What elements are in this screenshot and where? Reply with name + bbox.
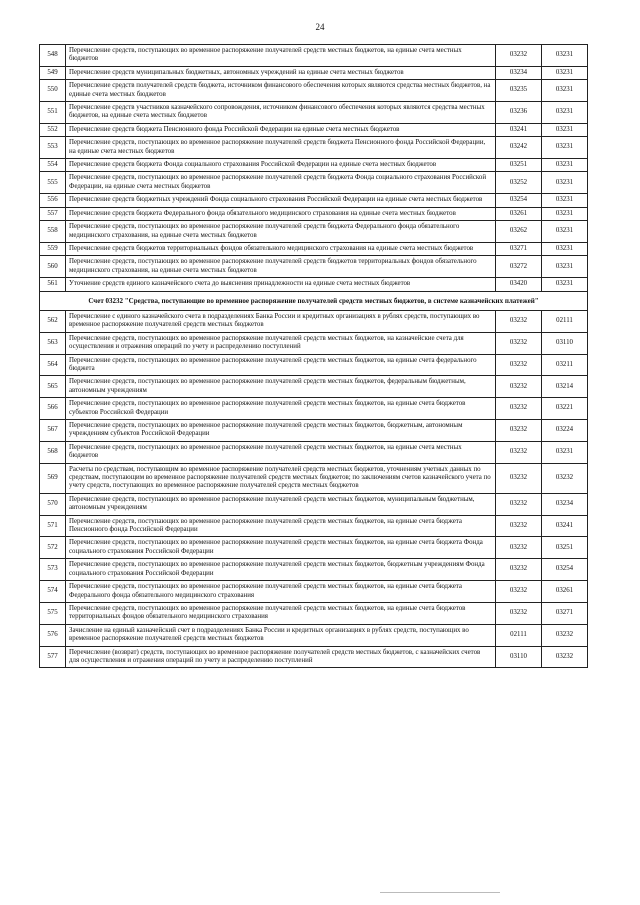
row-number: 566: [40, 398, 66, 420]
debit-account-code: 03234: [496, 66, 542, 79]
credit-account-code: 03231: [542, 102, 588, 124]
row-description: Перечисление средств, поступающих во временное распоряжение получателей средств местных бюджетов, на единые счета бюджетов территориальных фондов обязательного медицинского страхования: [66, 602, 496, 624]
row-number: 560: [40, 256, 66, 278]
debit-account-code: 03232: [496, 559, 542, 581]
section-header-row: [40, 291, 588, 310]
credit-account-code: 03231: [542, 207, 588, 220]
row-number: 553: [40, 137, 66, 159]
row-description: Перечисление средств бюджета Фонда социального страхования Российской Федерации на единые счета местных бюджетов: [66, 159, 496, 172]
row-description: Перечисление средств, поступающих во временное распоряжение получателей средств местных бюджетов, бюджетным учреждениям Фонда социального страхования Российской Федерации: [66, 559, 496, 581]
row-description: Перечисление средств, поступающих во временное распоряжение получателей средств местных бюджетов, на единые счета местных бюджетов: [66, 45, 496, 67]
row-number: 549: [40, 66, 66, 79]
credit-account-code: 03231: [542, 45, 588, 67]
credit-account-code: 02111: [542, 310, 588, 332]
credit-account-code: 03231: [542, 172, 588, 194]
row-number: 564: [40, 354, 66, 376]
row-number: 570: [40, 493, 66, 515]
debit-account-code: 03232: [496, 310, 542, 332]
credit-account-code: 03232: [542, 646, 588, 668]
debit-account-code: 03262: [496, 221, 542, 243]
table-row: [40, 45, 588, 67]
table-row: [40, 398, 588, 420]
row-number: 561: [40, 278, 66, 291]
table-row: [40, 376, 588, 398]
table-row: [40, 207, 588, 220]
table-part-1: [40, 45, 588, 292]
row-number: 567: [40, 420, 66, 442]
table-row: [40, 581, 588, 603]
row-description: Перечисление средств, поступающих во временное распоряжение получателей средств местных бюджетов, на единые счета бюджета Фонда социального страхования Российской Федерации: [66, 537, 496, 559]
table-row: [40, 441, 588, 463]
table-row: [40, 278, 588, 291]
table-row: [40, 159, 588, 172]
debit-account-code: 03242: [496, 137, 542, 159]
row-number: 573: [40, 559, 66, 581]
table-row: [40, 537, 588, 559]
credit-account-code: 03254: [542, 559, 588, 581]
debit-account-code: 03261: [496, 207, 542, 220]
row-description: Перечисление (возврат) средств, поступающих во временное распоряжение получателей средств местных бюджетов, с казначейских счетов для осуществления и отражения операций по учету и распределению поступлений: [66, 646, 496, 668]
credit-account-code: 03231: [542, 159, 588, 172]
row-number: 559: [40, 242, 66, 255]
debit-account-code: 03232: [496, 441, 542, 463]
credit-account-code: 03231: [542, 123, 588, 136]
debit-account-code: 03232: [496, 463, 542, 493]
row-number: 571: [40, 515, 66, 537]
section-header: Счет 03232 "Средства, поступающие во временное распоряжение получателей средств местных бюджетов, в системе казначейских платежей": [40, 291, 588, 310]
row-description: Перечисление средств бюджета Федерального фонда обязательного медицинского страхования на единые счета местных бюджетов: [66, 207, 496, 220]
debit-account-code: 03232: [496, 376, 542, 398]
section-header-group: [40, 291, 588, 310]
table-row: [40, 172, 588, 194]
table-row: [40, 332, 588, 354]
row-number: 558: [40, 221, 66, 243]
credit-account-code: 03231: [542, 242, 588, 255]
table-row: [40, 354, 588, 376]
debit-account-code: 03254: [496, 194, 542, 207]
row-description: Перечисление средств бюджетных учреждений Фонда социального страхования Российской Федерации на единые счета местных бюджетов: [66, 194, 496, 207]
row-description: Расчеты по средствам, поступающим во временное распоряжение получателей средств местных бюджетов, уточнениям учетных данных по средствам, поступающим во временное распоряжение получателей средств местных бюджетов; по заключениям счетов казначейского учета по учету средств, поступающих во временное распоряжение получателей средств местных бюджетов: [66, 463, 496, 493]
row-number: 562: [40, 310, 66, 332]
row-description: Перечисление средств бюджета Пенсионного фонда Российской Федерации на единые счета местных бюджетов: [66, 123, 496, 136]
debit-account-code: 03420: [496, 278, 542, 291]
row-description: Перечисление средств, поступающих во временное распоряжение получателей средств местных бюджетов, на единые счета бюджета Федерального фонда обязательного медицинского страхования: [66, 581, 496, 603]
row-description: Перечисление средств муниципальных бюджетных, автономных учреждений на единые счета местных бюджетов: [66, 66, 496, 79]
table-row: [40, 420, 588, 442]
credit-account-code: 03231: [542, 194, 588, 207]
row-number: 556: [40, 194, 66, 207]
row-number: 569: [40, 463, 66, 493]
table-row: [40, 559, 588, 581]
debit-account-code: 03110: [496, 646, 542, 668]
row-number: 555: [40, 172, 66, 194]
credit-account-code: 03241: [542, 515, 588, 537]
row-description: Перечисление средств бюджетов территориальных фондов обязательного медицинского страхования на единые счета местных бюджетов: [66, 242, 496, 255]
row-number: 572: [40, 537, 66, 559]
table-row: [40, 221, 588, 243]
table-part-2: [40, 310, 588, 667]
debit-account-code: 03232: [496, 45, 542, 67]
debit-account-code: 03241: [496, 123, 542, 136]
table-row: [40, 493, 588, 515]
row-description: Перечисление средств, поступающих во временное распоряжение получателей средств местных бюджетов, на казначейские счета для осуществления и отражения операций по учету и распределению поступлений: [66, 332, 496, 354]
credit-account-code: 03214: [542, 376, 588, 398]
row-number: 548: [40, 45, 66, 67]
credit-account-code: 03231: [542, 256, 588, 278]
table-row: [40, 310, 588, 332]
row-number: 550: [40, 80, 66, 102]
credit-account-code: 03231: [542, 221, 588, 243]
table-row: [40, 602, 588, 624]
row-number: 576: [40, 624, 66, 646]
row-number: 551: [40, 102, 66, 124]
row-description: Перечисление средств получателей средств бюджета, источником финансового обеспечения которых являются средства местных бюджетов, на единые счета местных бюджетов: [66, 80, 496, 102]
debit-account-code: 03235: [496, 80, 542, 102]
credit-account-code: 03232: [542, 624, 588, 646]
row-description: Перечисление средств, поступающих во временное распоряжение получателей средств местных бюджетов, на единые счета федерального бюджета: [66, 354, 496, 376]
row-number: 563: [40, 332, 66, 354]
credit-account-code: 03211: [542, 354, 588, 376]
credit-account-code: 03231: [542, 66, 588, 79]
table-row: [40, 194, 588, 207]
row-number: 565: [40, 376, 66, 398]
row-description: Уточнение средств единого казначейского счета до выяснения принадлежности на единые счета местных бюджетов: [66, 278, 496, 291]
table-row: [40, 242, 588, 255]
row-description: Перечисление средств, поступающих во временное распоряжение получателей средств местных бюджетов, на единые счета бюджетов субъектов Российской Федерации: [66, 398, 496, 420]
row-description: Перечисление средств, поступающих во временное распоряжение получателей средств местных бюджетов, муниципальным бюджетным, автономным учреждениям: [66, 493, 496, 515]
credit-account-code: 03231: [542, 441, 588, 463]
row-description: Перечисление средств, поступающих во временное распоряжение получателей средств бюджета Пенсионного фонда Российской Федерации, на единые счета местных бюджетов: [66, 137, 496, 159]
table-row: [40, 137, 588, 159]
debit-account-code: 02111: [496, 624, 542, 646]
table-row: [40, 80, 588, 102]
credit-account-code: 03231: [542, 80, 588, 102]
row-number: 552: [40, 123, 66, 136]
row-description: Перечисление средств участников казначейского сопровождения, источником финансового обеспечения которых являются средства местных бюджетов, на единые счета местных бюджетов: [66, 102, 496, 124]
row-description: Перечисление средств, поступающих во временное распоряжение получателей средств местных бюджетов, на единые счета бюджета Пенсионного фонда Российской Федерации: [66, 515, 496, 537]
debit-account-code: 03232: [496, 537, 542, 559]
debit-account-code: 03271: [496, 242, 542, 255]
debit-account-code: 03232: [496, 581, 542, 603]
debit-account-code: 03272: [496, 256, 542, 278]
debit-account-code: 03232: [496, 602, 542, 624]
credit-account-code: 03231: [542, 137, 588, 159]
table-row: [40, 66, 588, 79]
row-description: Перечисление средств, поступающих во временное распоряжение получателей средств бюджета Федерального фонда обязательного медицинского страхования, на единые счета местных бюджетов: [66, 221, 496, 243]
row-description: Перечисление средств, поступающих во временное распоряжение получателей средств местных бюджетов, на единые счета местных бюджетов: [66, 441, 496, 463]
debit-account-code: 03232: [496, 398, 542, 420]
row-description: Зачисление на единый казначейский счет в подразделениях Банка России и кредитных организациях в рублях средств, поступающих во временное распоряжение получателей средств местных бюджетов: [66, 624, 496, 646]
table-row: [40, 515, 588, 537]
row-description: Перечисление средств, поступающих во временное распоряжение получателей средств местных бюджетов, бюджетным, автономным учреждениям субъектов Российской Федерации: [66, 420, 496, 442]
debit-account-code: 03232: [496, 493, 542, 515]
credit-account-code: 03251: [542, 537, 588, 559]
table-row: [40, 646, 588, 668]
credit-account-code: 03234: [542, 493, 588, 515]
debit-account-code: 03236: [496, 102, 542, 124]
debit-account-code: 03251: [496, 159, 542, 172]
credit-account-code: 03224: [542, 420, 588, 442]
debit-account-code: 03232: [496, 354, 542, 376]
debit-account-code: 03232: [496, 420, 542, 442]
credit-account-code: 03110: [542, 332, 588, 354]
accounts-table: [39, 44, 588, 668]
table-row: [40, 624, 588, 646]
row-description: Перечисление с единого казначейского счета в подразделениях Банка России и кредитных организациях в рублях средств, поступающих во временное распоряжение получателей средств местных бюджетов: [66, 310, 496, 332]
scan-artifact-line: [380, 892, 500, 893]
row-number: 557: [40, 207, 66, 220]
debit-account-code: 03232: [496, 515, 542, 537]
row-number: 568: [40, 441, 66, 463]
row-description: Перечисление средств, поступающих во временное распоряжение получателей средств бюджетов территориальных фондов обязательного медицинского страхования, на единые счета местных бюджетов: [66, 256, 496, 278]
row-number: 577: [40, 646, 66, 668]
credit-account-code: 03221: [542, 398, 588, 420]
row-number: 574: [40, 581, 66, 603]
row-description: Перечисление средств, поступающих во временное распоряжение получателей средств местных бюджетов, федеральным бюджетным, автономным учреждениям: [66, 376, 496, 398]
table-row: [40, 123, 588, 136]
debit-account-code: 03232: [496, 332, 542, 354]
credit-account-code: 03271: [542, 602, 588, 624]
table-row: [40, 102, 588, 124]
page-number: 24: [315, 22, 325, 32]
table-row: [40, 463, 588, 493]
row-description: Перечисление средств, поступающих во временное распоряжение получателей средств бюджета Фонда социального страхования Российской Федерации, на единые счета местных бюджетов: [66, 172, 496, 194]
credit-account-code: 03231: [542, 278, 588, 291]
row-number: 554: [40, 159, 66, 172]
table-row: [40, 256, 588, 278]
credit-account-code: 03232: [542, 463, 588, 493]
debit-account-code: 03252: [496, 172, 542, 194]
row-number: 575: [40, 602, 66, 624]
credit-account-code: 03261: [542, 581, 588, 603]
